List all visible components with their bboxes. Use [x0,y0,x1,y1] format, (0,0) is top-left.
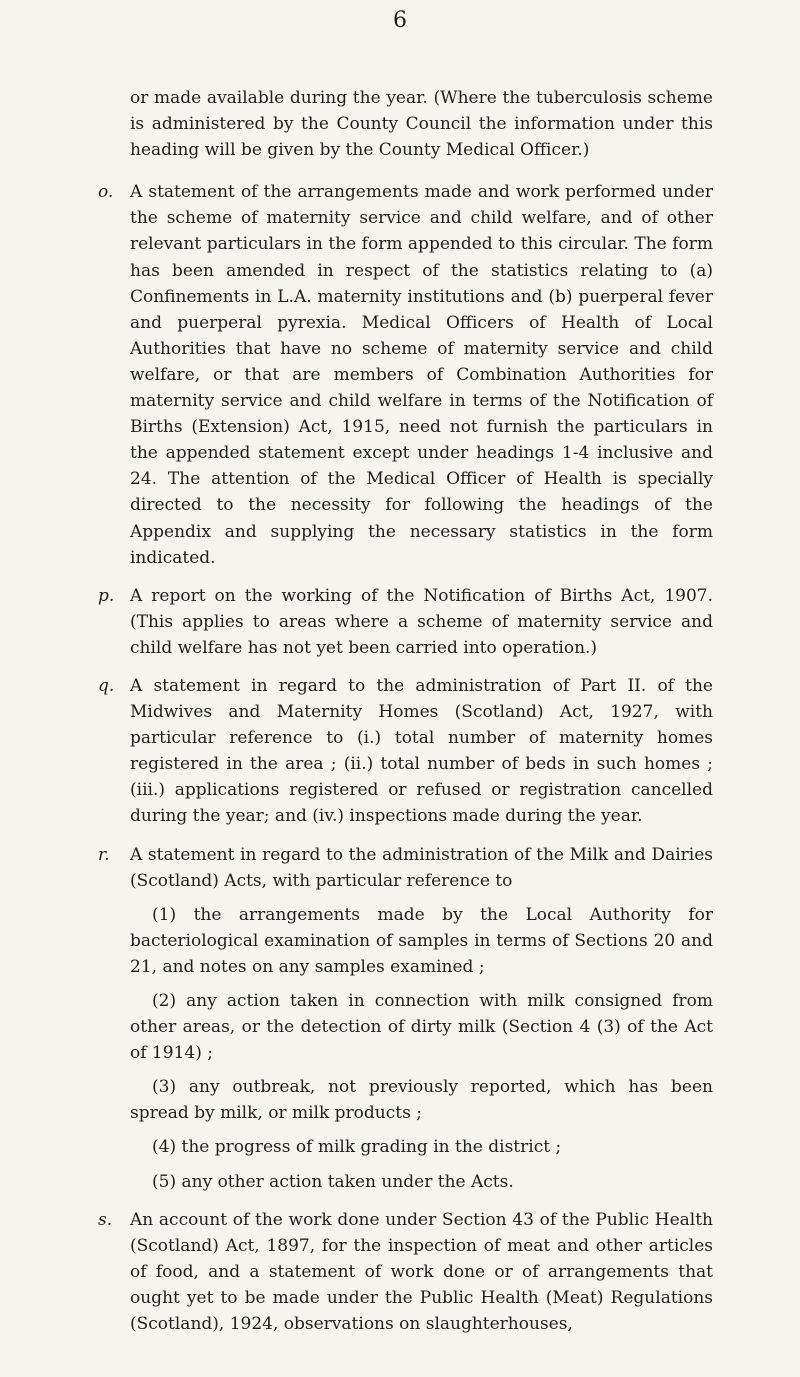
item-text: A statement of the arrangements made and work performed under the scheme of maternity service and child welfare, and of other relevant particulars in the form appended to this circular. The form has been amended in respect of the statistics relating to (a) Confinements in L.A. maternity institutions and (b) puerperal fever and puerperal pyrexia. Medical Officers of Health of Local Authorities that have no scheme of maternity service and child welfare, or that are members of Combination Authorities for maternity service and child welfare in terms of the Notification of Births (Extension) Act, 1915, need not furnish the particulars in the appended statement except under headings 1-4 inclusive and 24. The attention of the Medical Officer of Health is specially directed to the necessity for following the headings of the Appendix and supplying the necessary statistics in the form indicated. [130,182,713,568]
body-text [98,85,713,1349]
item-q [98,673,713,830]
item-text: An account of the work done under Section 43 of the Public Health (Scotland) Act, 1897, for the inspection of meat and other articles of food, and a statement of work done or of arrangements that ought yet to be made under the Public Health (Meat) Regulations (Scotland), 1924, observations on slaughterhouses, [130,1209,713,1335]
item-o [98,179,713,570]
item-text: A statement in regard to the administration of the Milk and Dairies (Scotland) Acts, with particular reference to [130,844,713,891]
item-text: A report on the working of the Notification of Births Act, 1907. (This applies to areas where a scheme of maternity service and child welfare has not yet been carried into operation.) [130,585,713,658]
item-marker: s. [98,1209,113,1230]
item-p [98,583,713,661]
item-marker: p. [98,585,115,606]
intro-text: or made available during the year. (Where the tuberculosis scheme is administered by the County Council the information under this heading will be given by the County Medical Officer.) [130,88,713,161]
item-text: A statement in regard to the administration of Part II. of the Midwives and Maternity Homes (Scotland) Act, 1927, with particular reference to (i.) total number of maternity homes registered in the area ; (ii.) total number of beds in such homes ; (iii.) applications registered or refused or registration cancelled during the year; and (iv.) inspections made during the year. [130,675,713,827]
intro-paragraph [98,85,713,163]
subitem: (3) any outbreak, not previously reported, which has been spread by milk, or milk products ; [130,1077,713,1124]
item-marker: o. [98,182,114,203]
subitem: (1) the arrangements made by the Local Authority for bacteriological examination of samples in terms of Sections 20 and 21, and notes on any samples examined ; [130,904,713,977]
subitem: (2) any action taken in connection with milk consigned from other areas, or the detection of dirty milk (Section 4 (3) of the Act of 1914) ; [130,991,713,1064]
subitem: (5) any other action taken under the Acts. [152,1171,514,1192]
page-number: 6 [393,8,407,33]
item-s [98,1207,713,1337]
subitem: (4) the progress of milk grading in the district ; [152,1137,562,1158]
item-marker: r. [98,844,110,865]
item-r [98,842,713,1195]
item-marker: q. [98,675,115,696]
